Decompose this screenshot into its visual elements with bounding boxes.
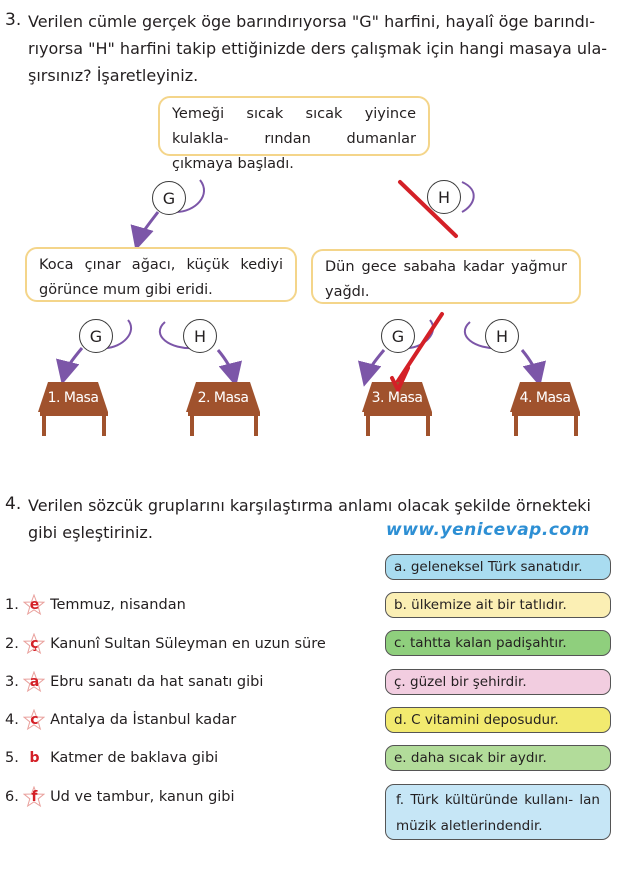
desk-2-label[interactable]: 2. Masa <box>197 390 249 406</box>
left-sentence-bubble <box>25 247 297 302</box>
desk-4-label[interactable]: 4. Masa <box>519 390 571 406</box>
arrow-h-top <box>462 182 474 212</box>
question-4-number: 4. <box>5 494 22 514</box>
match-item-6 <box>5 786 235 808</box>
match-item-4 <box>5 709 236 731</box>
question-3-line-2: rıyorsa "H" harfini takip ettiğinizde ders çalışmak için hangi masaya ula- <box>28 39 608 58</box>
right-sentence-bubble <box>311 249 581 304</box>
letter-h-right: H <box>485 319 519 353</box>
top-sentence-text: Yemeği sıcak sıcak yiyince kulakla- rından dumanlar çıkmaya başladı. <box>172 106 416 172</box>
option-cc[interactable]: ç. güzel bir şehirdir. <box>385 669 611 695</box>
left-sentence-text: Koca çınar ağacı, küçük kediyi görünce mum gibi eridi. <box>39 257 283 298</box>
option-c[interactable]: c. tahtta kalan padişahtır. <box>385 630 611 656</box>
right-sentence-text: Dün gece sabaha kadar yağmur yağdı. <box>325 259 567 300</box>
option-b[interactable]: b. ülkemize ait bir tatlıdır. <box>385 592 611 618</box>
arrow-g-top-down <box>138 212 158 242</box>
arrow-g-left-down <box>64 348 82 376</box>
item-text: Ebru sanatı da hat sanatı gibi <box>50 674 264 690</box>
option-d[interactable]: d. C vitamini deposudur. <box>385 707 611 733</box>
answer-star[interactable]: f <box>23 786 45 808</box>
answer-star[interactable]: c <box>23 709 45 731</box>
answer-star[interactable]: e <box>23 594 45 616</box>
question-3-number: 3. <box>5 10 22 30</box>
letter-h-left: H <box>183 319 217 353</box>
match-item-1 <box>5 594 186 616</box>
item-number: 6. <box>5 789 19 805</box>
question-3-line-3: şırsınız? İşaretleyiniz. <box>28 66 199 85</box>
arrow-g-right-down <box>366 350 384 378</box>
desk-1-label[interactable]: 1. Masa <box>47 390 99 406</box>
match-item-5 <box>5 747 218 769</box>
item-number: 4. <box>5 712 19 728</box>
item-text: Kanunî Sultan Süleyman en uzun süre <box>50 636 326 652</box>
item-text: Temmuz, nisandan <box>50 597 186 613</box>
letter-g-right: G <box>381 319 415 353</box>
item-number: 5. <box>5 750 19 766</box>
letter-h-top: H <box>427 180 461 214</box>
match-item-3 <box>5 671 263 693</box>
desk-3-label[interactable]: 3. Masa <box>371 390 423 406</box>
question-4-line-1: Verilen sözcük gruplarını karşılaştırma anlamı olacak şekilde örnekteki <box>28 496 591 515</box>
letter-g-top: G <box>152 181 186 215</box>
item-text: Antalya da İstanbul kadar <box>50 712 237 728</box>
item-number: 3. <box>5 674 19 690</box>
item-number: 1. <box>5 597 19 613</box>
item-number: 2. <box>5 636 19 652</box>
option-f[interactable]: f. Türk kültüründe kullanı- lan müzik aletlerindendir. <box>385 784 611 840</box>
match-item-2 <box>5 633 326 655</box>
question-3-line-1: Verilen cümle gerçek öge barındırıyorsa "G" harfini, hayalî öge barındı- <box>28 12 596 31</box>
answer-star[interactable]: b <box>23 747 45 769</box>
watermark: www.yenicevap.com <box>386 520 590 540</box>
item-text: Ud ve tambur, kanun gibi <box>50 789 235 805</box>
arrow-h-left-down <box>218 350 234 378</box>
arrow-h-right-down <box>522 350 538 378</box>
option-a[interactable]: a. geleneksel Türk sanatıdır. <box>385 554 611 580</box>
letter-g-left: G <box>79 319 113 353</box>
answer-star[interactable]: a <box>23 671 45 693</box>
answer-star[interactable]: ç <box>23 633 45 655</box>
question-4-line-2: gibi eşleştiriniz. <box>28 523 153 542</box>
option-e[interactable]: e. daha sıcak bir aydır. <box>385 745 611 771</box>
item-text: Katmer de baklava gibi <box>50 750 219 766</box>
